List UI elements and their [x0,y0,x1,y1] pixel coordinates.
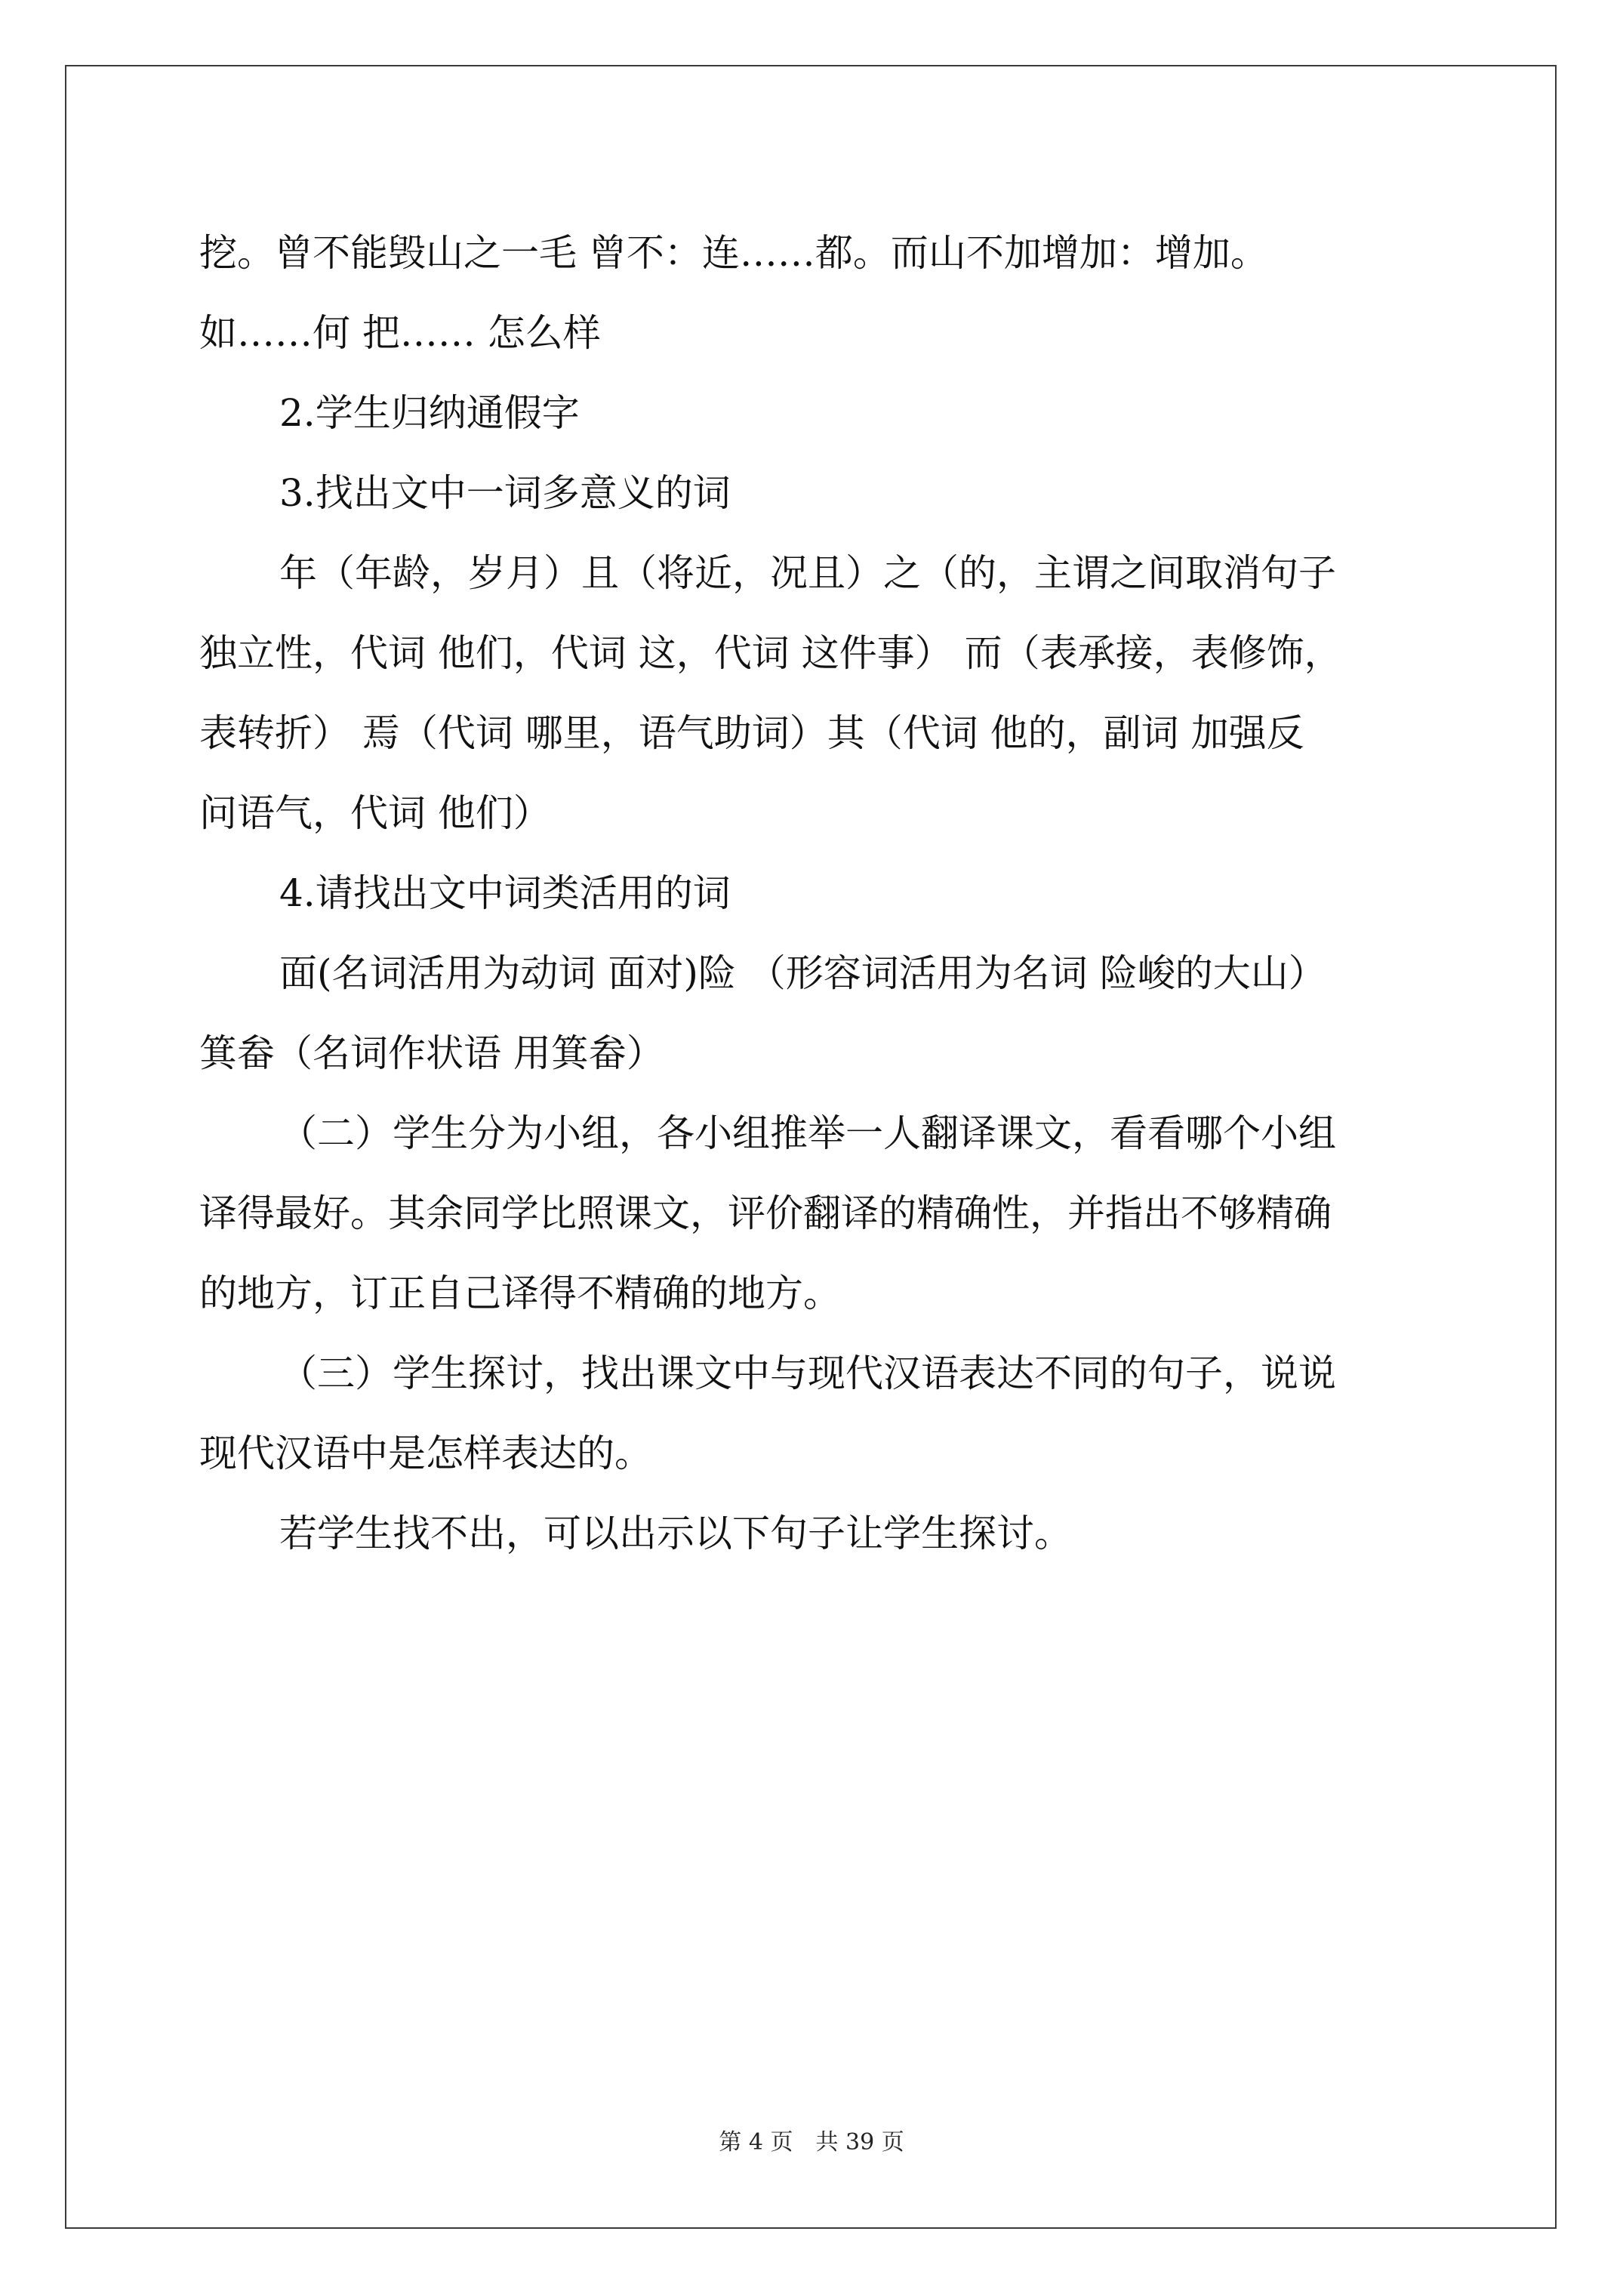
text-line: 箕畚（名词作状语 用箕畚） [199,1031,664,1075]
page-number: 第 4 页 [719,2129,793,2156]
section-heading: 3.找出文中一词多意义的词 [279,471,731,515]
text-line: 面(名词活用为动词 面对)险 （形容词活用为名词 险峻的大山） [279,951,1326,995]
page-total: 共 39 页 [815,2129,904,2156]
text-line: （二）学生分为小组，各小组推举一人翻译课文，看看哪个小组 [279,1111,1336,1155]
page-footer [0,2123,1623,2156]
text-line: 如……何 把…… 怎么样 [199,311,601,355]
text-line: （三）学生探讨，找出课文中与现代汉语表达不同的句子，说说 [279,1351,1336,1395]
text-line: 的地方，订正自己译得不精确的地方。 [199,1271,841,1315]
text-line: 年（年龄，岁月）且（将近，况且）之（的，主谓之间取消句子 [279,551,1336,595]
section-heading: 4.请找出文中词类活用的词 [279,871,731,915]
document-body [199,213,1467,1573]
text-line: 若学生找不出，可以出示以下句子让学生探讨。 [279,1512,1072,1555]
section-heading: 2.学生归纳通假字 [279,391,580,435]
text-line: 译得最好。其余同学比照课文，评价翻译的精确性，并指出不够精确 [199,1191,1332,1235]
text-line: 表转折） 焉（代词 哪里，语气助词）其（代词 他的，副词 加强反 [199,711,1304,755]
text-line: 独立性，代词 他们，代词 这，代词 这件事） 而（表承接，表修饰， [199,631,1342,675]
text-line: 现代汉语中是怎样表达的。 [199,1432,652,1475]
text-line: 挖。曾不能毁山之一毛 曾不：连……都。而山不加增加：增加。 [199,231,1268,275]
text-line: 问语气，代词 他们） [199,791,551,835]
